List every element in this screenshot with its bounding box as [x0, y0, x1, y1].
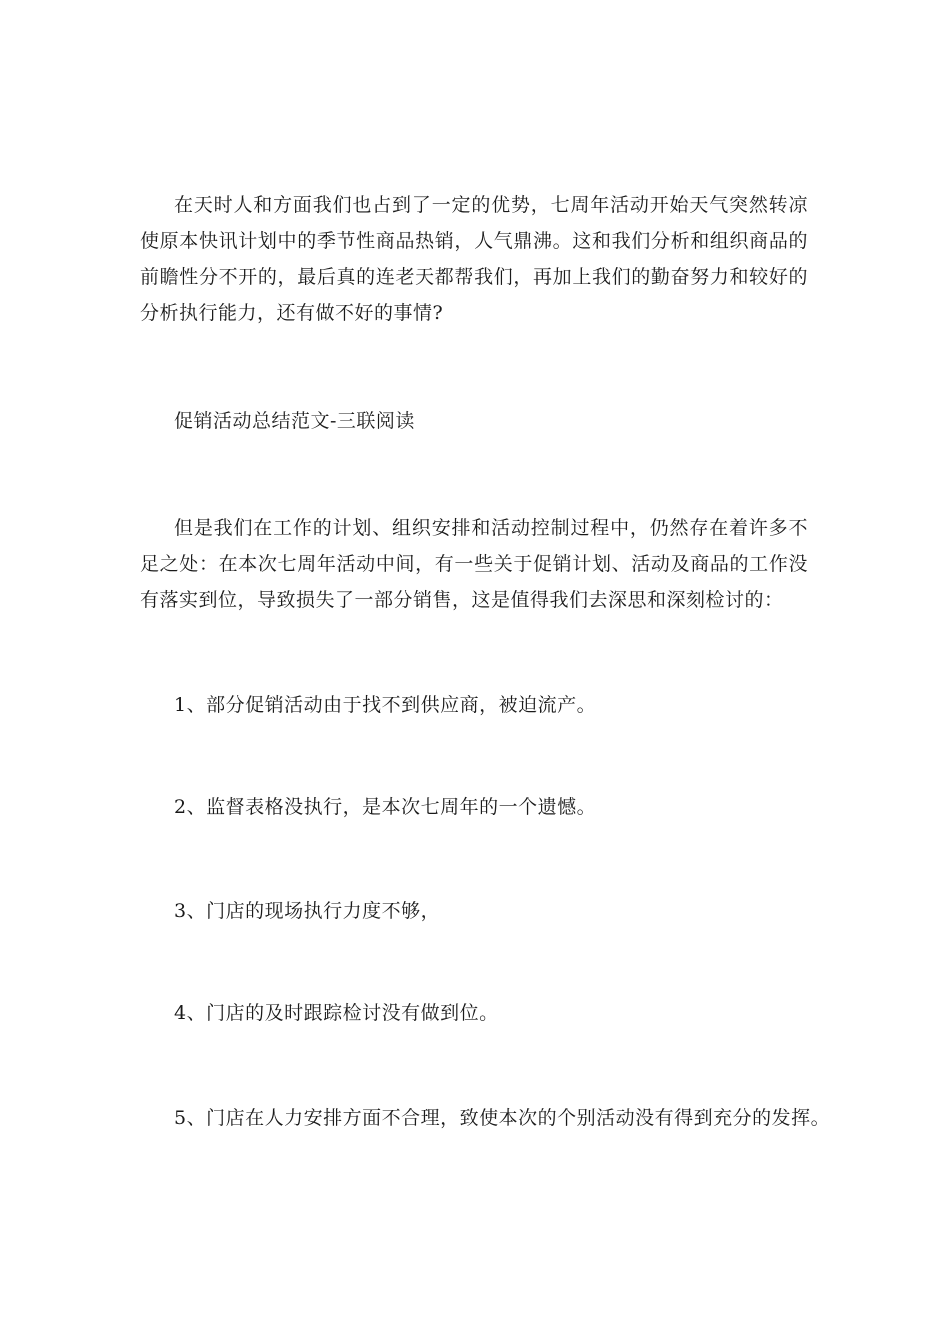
list-item-4: 4、门店的及时跟踪检讨没有做到位。 — [174, 1002, 499, 1024]
paragraph-advantages: 在天时人和方面我们也占到了一定的优势，七周年活动开始天气突然转凉使原本快讯计划中的季节性商品热销，人气鼎沸。这和我们分析和组织商品的前瞻性分不开的，最后真的连老天都帮我们，再加上我们的勤奋努力和较好的分析执行能力，还有做不好的事情? — [140, 194, 808, 324]
list-item-3: 3、门店的现场执行力度不够， — [174, 900, 441, 922]
section-heading: 促销活动总结范文-三联阅读 — [174, 410, 415, 432]
list-item-2: 2、监督表格没执行，是本次七周年的一个遗憾。 — [174, 796, 597, 818]
paragraph-shortcomings: 但是我们在工作的计划、组织安排和活动控制过程中，仍然存在着许多不足之处：在本次七周年活动中间，有一些关于促销计划、活动及商品的工作没有落实到位，导致损失了一部分销售，这是值得我们去深思和深刻检讨的： — [140, 517, 808, 611]
list-item-5: 5、门店在人力安排方面不合理，致使本次的个别活动没有得到充分的发挥。 — [174, 1107, 831, 1129]
list-item-1: 1、部分促销活动由于找不到供应商，被迫流产。 — [174, 694, 597, 716]
